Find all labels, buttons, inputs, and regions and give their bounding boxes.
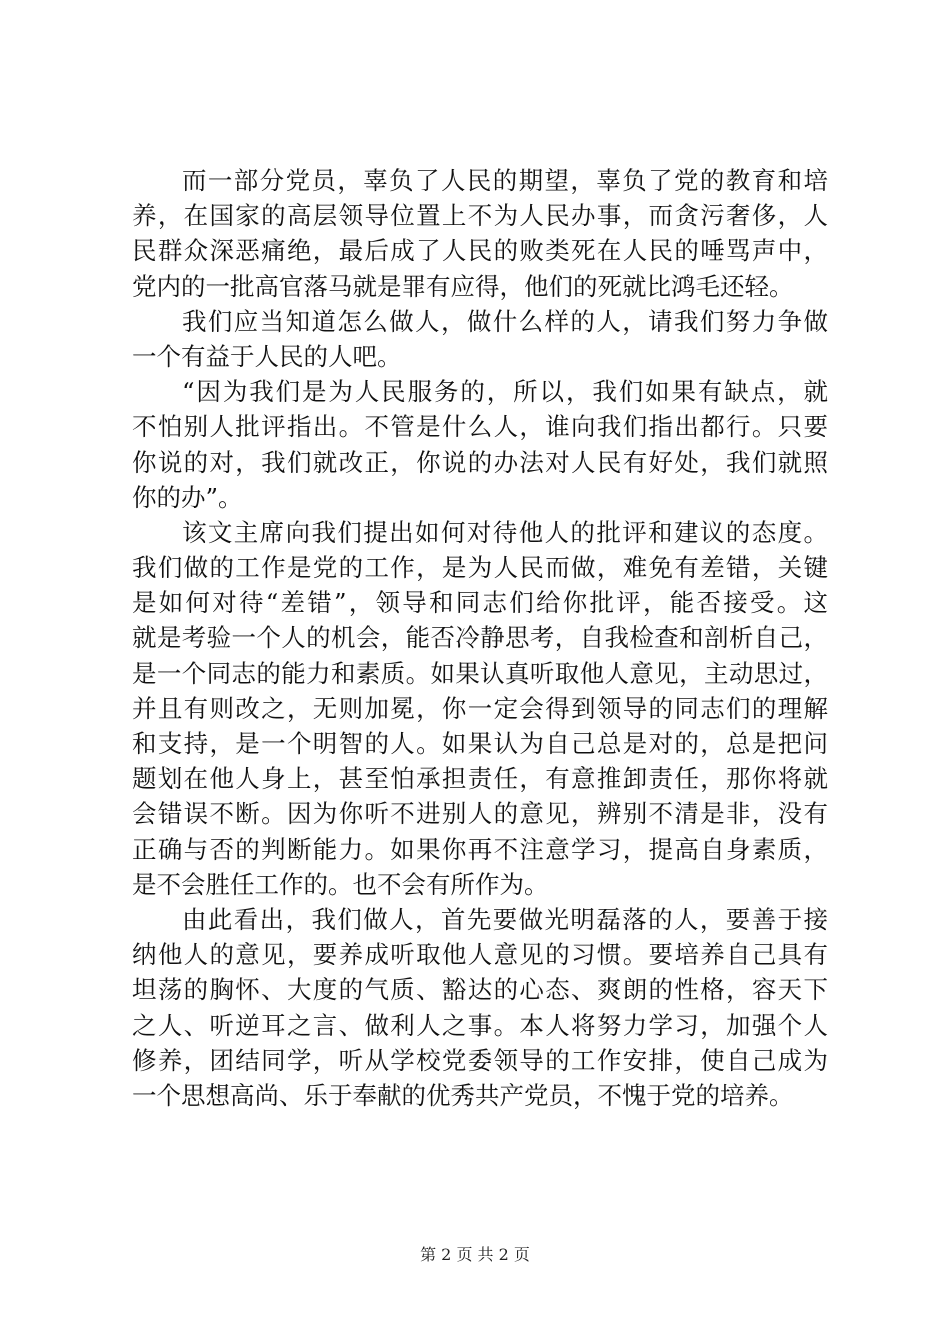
- text-line: 一个思想高尚、乐于奉献的优秀共产党员，不愧于党的培养。: [132, 1080, 794, 1110]
- text-line: 之人、听逆耳之言、做利人之事。本人将努力学习，加强个人: [132, 1010, 828, 1040]
- text-line: 养，在国家的高层领导位置上不为人民办事，而贪污奢侈，人: [132, 201, 828, 231]
- text-line: 由此看出，我们做人，首先要做光明磊落的人，要善于接: [182, 904, 828, 934]
- text-line: 不怕别人批评指出。不管是什么人，谁向我们指出都行。只要: [132, 412, 828, 442]
- text-line: 是一个同志的能力和素质。如果认真听取他人意见，主动思过，: [132, 658, 828, 688]
- text-line: 正确与否的判断能力。如果你再不注意学习，提高自身素质，: [132, 834, 828, 864]
- text-line: 就是考验一个人的机会，能否冷静思考，自我检查和剖析自己，: [132, 623, 828, 653]
- text-line: 我们应当知道怎么做人，做什么样的人，请我们努力争做: [182, 306, 828, 336]
- text-line: 你的办”。: [132, 482, 243, 512]
- text-line: 坦荡的胸怀、大度的气质、豁达的心态、爽朗的性格，容天下: [132, 975, 828, 1005]
- document-body: [132, 163, 828, 1113]
- text-line: 会错误不断。因为你听不进别人的意见，辨别不清是非，没有: [132, 799, 828, 829]
- text-line: 和支持，是一个明智的人。如果认为自己总是对的，总是把问: [132, 729, 828, 758]
- text-line: 党内的一批高官落马就是罪有应得，他们的死就比鸿毛还轻。: [132, 271, 794, 301]
- text-line: 是如何对待“差错”，领导和同志们给你批评，能否接受。这: [132, 588, 828, 618]
- text-line: 而一部分党员，辜负了人民的期望，辜负了党的教育和培: [182, 166, 828, 195]
- text-line: 民群众深恶痛绝，最后成了人民的败类死在人民的唾骂声中，: [132, 236, 828, 266]
- text-line: 一个有益于人民的人吧。: [132, 341, 402, 371]
- text-line: 该文主席向我们提出如何对待他人的批评和建议的态度。: [182, 517, 828, 547]
- text-line: 是不会胜任工作的。也不会有所作为。: [132, 869, 549, 899]
- page-footer: 第 2 页 共 2 页: [420, 1245, 530, 1264]
- text-line: 题划在他人身上，甚至怕承担责任，有意推卸责任，那你将就: [132, 764, 828, 794]
- text-line: 我们做的工作是党的工作，是为人民而做，难免有差错，关键: [132, 553, 828, 583]
- text-line: 修养，团结同学，听从学校党委领导的工作安排，使自己成为: [132, 1045, 828, 1075]
- text-line: 并且有则改之，无则加冕，你一定会得到领导的同志们的理解: [132, 693, 828, 723]
- text-line: 你说的对，我们就改正，你说的办法对人民有好处，我们就照: [132, 447, 828, 477]
- text-line: “因为我们是为人民服务的，所以，我们如果有缺点，就: [182, 377, 828, 407]
- text-line: 纳他人的意见，要养成听取他人意见的习惯。要培养自己具有: [132, 940, 828, 970]
